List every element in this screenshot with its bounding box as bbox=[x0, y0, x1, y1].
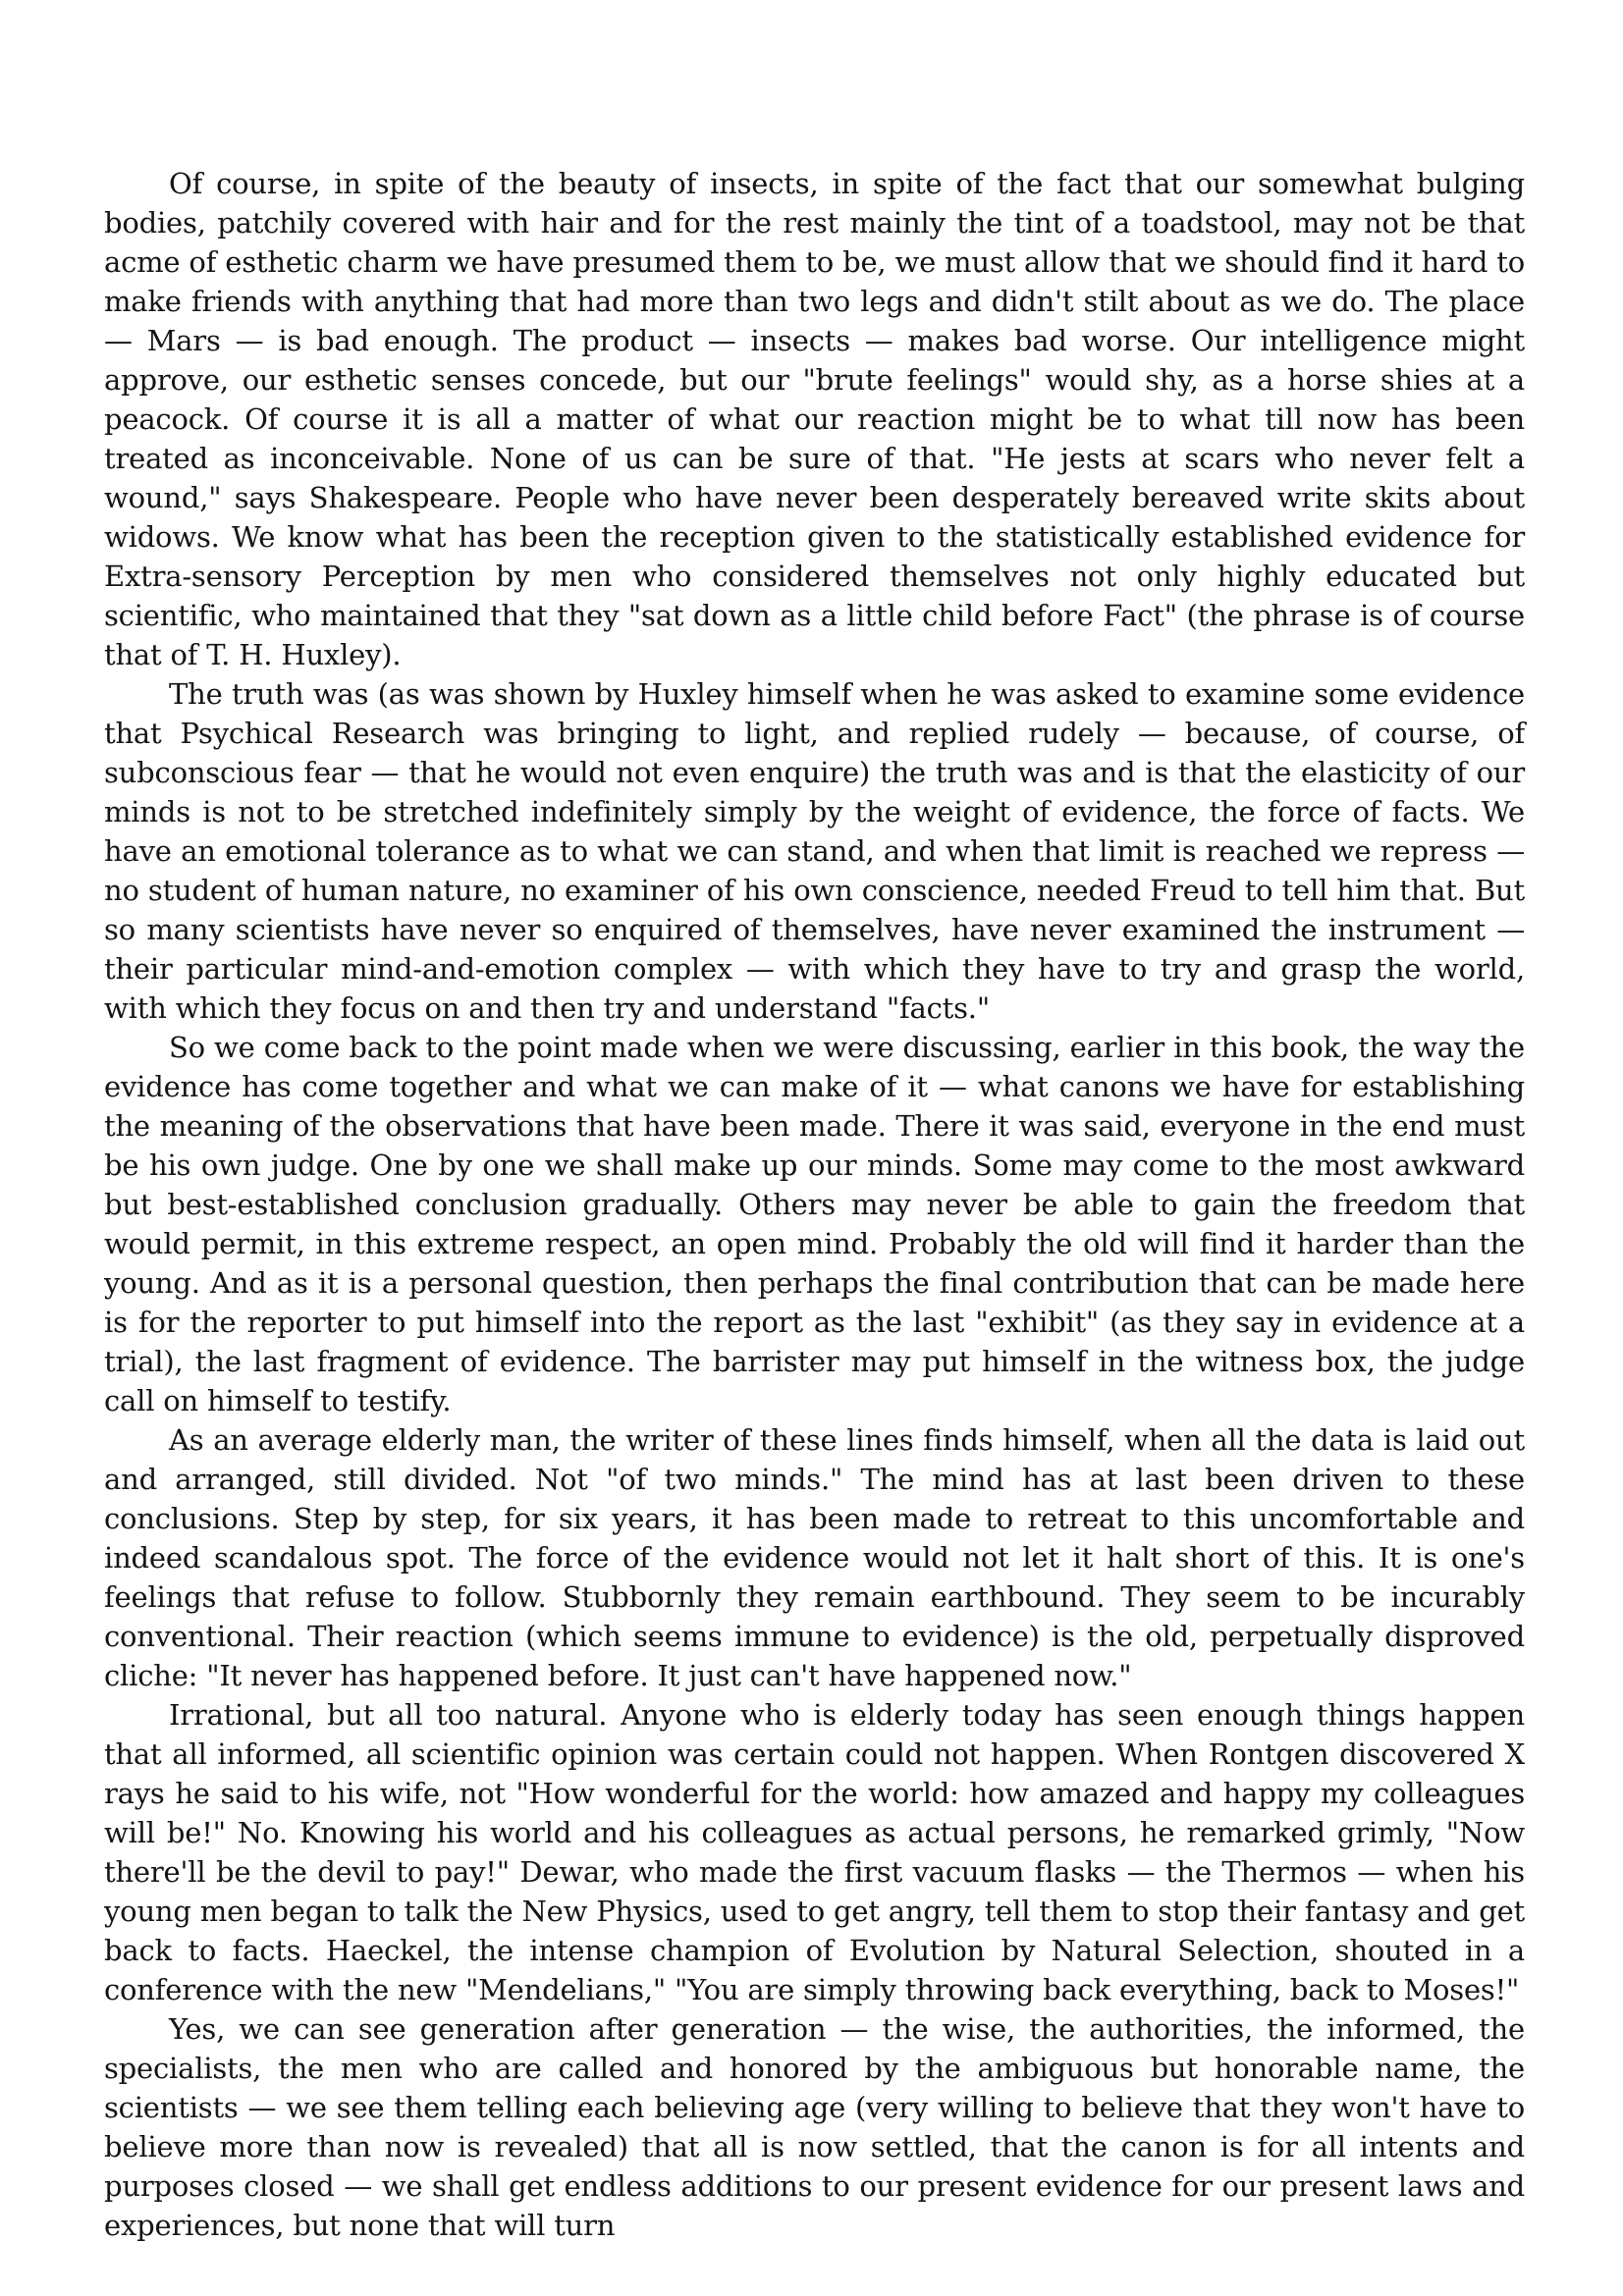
paragraph-6: Yes, we can see generation after generation — the wise, the authorities, the informed, the specialists, the men who are called and honored by the ambiguous but honorable name, the scientists — we see them telling each believing age (very willing to believe that they won't have to believe more than now is revealed) that all is now settled, that the canon is for all intents and purposes closed — we shall get endless additions to our present evidence for our present laws and experiences, but none that will turn bbox=[104, 2012, 1525, 2242]
paragraph-4: As an average elderly man, the writer of these lines finds himself, when all the data is laid out and arranged, still divided. Not "of two minds." The mind has at last been driven to these conclusions. Step by step, for six years, it has been made to retreat to this uncomfortable and indeed scandalous spot. The force of the evidence would not let it halt short of this. It is one's feelings that refuse to follow. Stubbornly they remain earthbound. They seem to be incurably conventional. Their reaction (which seems immune to evidence) is the old, perpetually disproved cliche: "It never has happened before. It just can't have happened now." bbox=[104, 1423, 1525, 1692]
paragraph-1: Of course, in spite of the beauty of insects, in spite of the fact that our somewhat bulging bodies, patchily covered with hair and for the rest mainly the tint of a toadstool, may not be that acme of esthetic charm we have presumed them to be, we must allow that we should find it hard to make friends with anything that had more than two legs and didn't stilt about as we do. The place — Mars — is bad enough. The product — insects — makes bad worse. Our intelligence might approve, our esthetic senses concede, but our "brute feelings" would shy, as a horse shies at a peacock. Of course it is all a matter of what our reaction might be to what till now has been treated as inconceivable. None of us can be sure of that. "He jests at scars who never felt a wound," says Shakespeare. People who have never been desperately bereaved write skits about widows. We know what has been the reception given to the statistically established evidence for Extra-sensory Perception by men who considered themselves not only highly educated but scientific, who maintained that they "sat down as a little child before Fact" (the phrase is of course that of T. H. Huxley). bbox=[104, 167, 1525, 671]
paragraph-5: Irrational, but all too natural. Anyone who is elderly today has seen enough things happen that all informed, all scientific opinion was certain could not happen. When Rontgen discovered X rays he said to his wife, not "How wonderful for the world: how amazed and happy my colleagues will be!" No. Knowing his world and his colleagues as actual persons, he remarked grimly, "Now there'll be the devil to pay!" Dewar, who made the first vacuum flasks — the Thermos — when his young men began to talk the New Physics, used to get angry, tell them to stop their fantasy and get back to facts. Haeckel, the intense champion of Evolution by Natural Selection, shouted in a conference with the new "Mendelians," "You are simply throwing back everything, back to Moses!" bbox=[104, 1698, 1525, 2006]
paragraph-2: The truth was (as was shown by Huxley himself when he was asked to examine some evidence that Psychical Research was bringing to light, and replied rudely — because, of course, of subconscious fear — that he would not even enquire) the truth was and is that the elasticity of our minds is not to be stretched indefinitely simply by the weight of evidence, the force of facts. We have an emotional tolerance as to what we can stand, and when that limit is reached we repress — no student of human nature, no examiner of his own conscience, needed Freud to tell him that. But so many scientists have never so enquired of themselves, have never examined the instrument — their particular mind-and-emotion complex — with which they have to try and grasp the world, with which they focus on and then try and understand "facts." bbox=[104, 677, 1525, 1025]
paragraph-3: So we come back to the point made when we were discussing, earlier in this book, the way the evidence has come together and what we can make of it — what canons we have for establishing the meaning of the observations that have been made. There it was said, everyone in the end must be his own judge. One by one we shall make up our minds. Some may come to the most awkward but best-established conclusion gradually. Others may never be able to gain the freedom that would permit, in this extreme respect, an open mind. Probably the old will find it harder than the young. And as it is a personal question, then perhaps the final contribution that can be made here is for the reporter to put himself into the report as the last "exhibit" (as they say in evidence at a trial), the last fragment of evidence. The barrister may put himself in the witness box, the judge call on himself to testify. bbox=[104, 1031, 1525, 1417]
text-column bbox=[104, 164, 1525, 2245]
